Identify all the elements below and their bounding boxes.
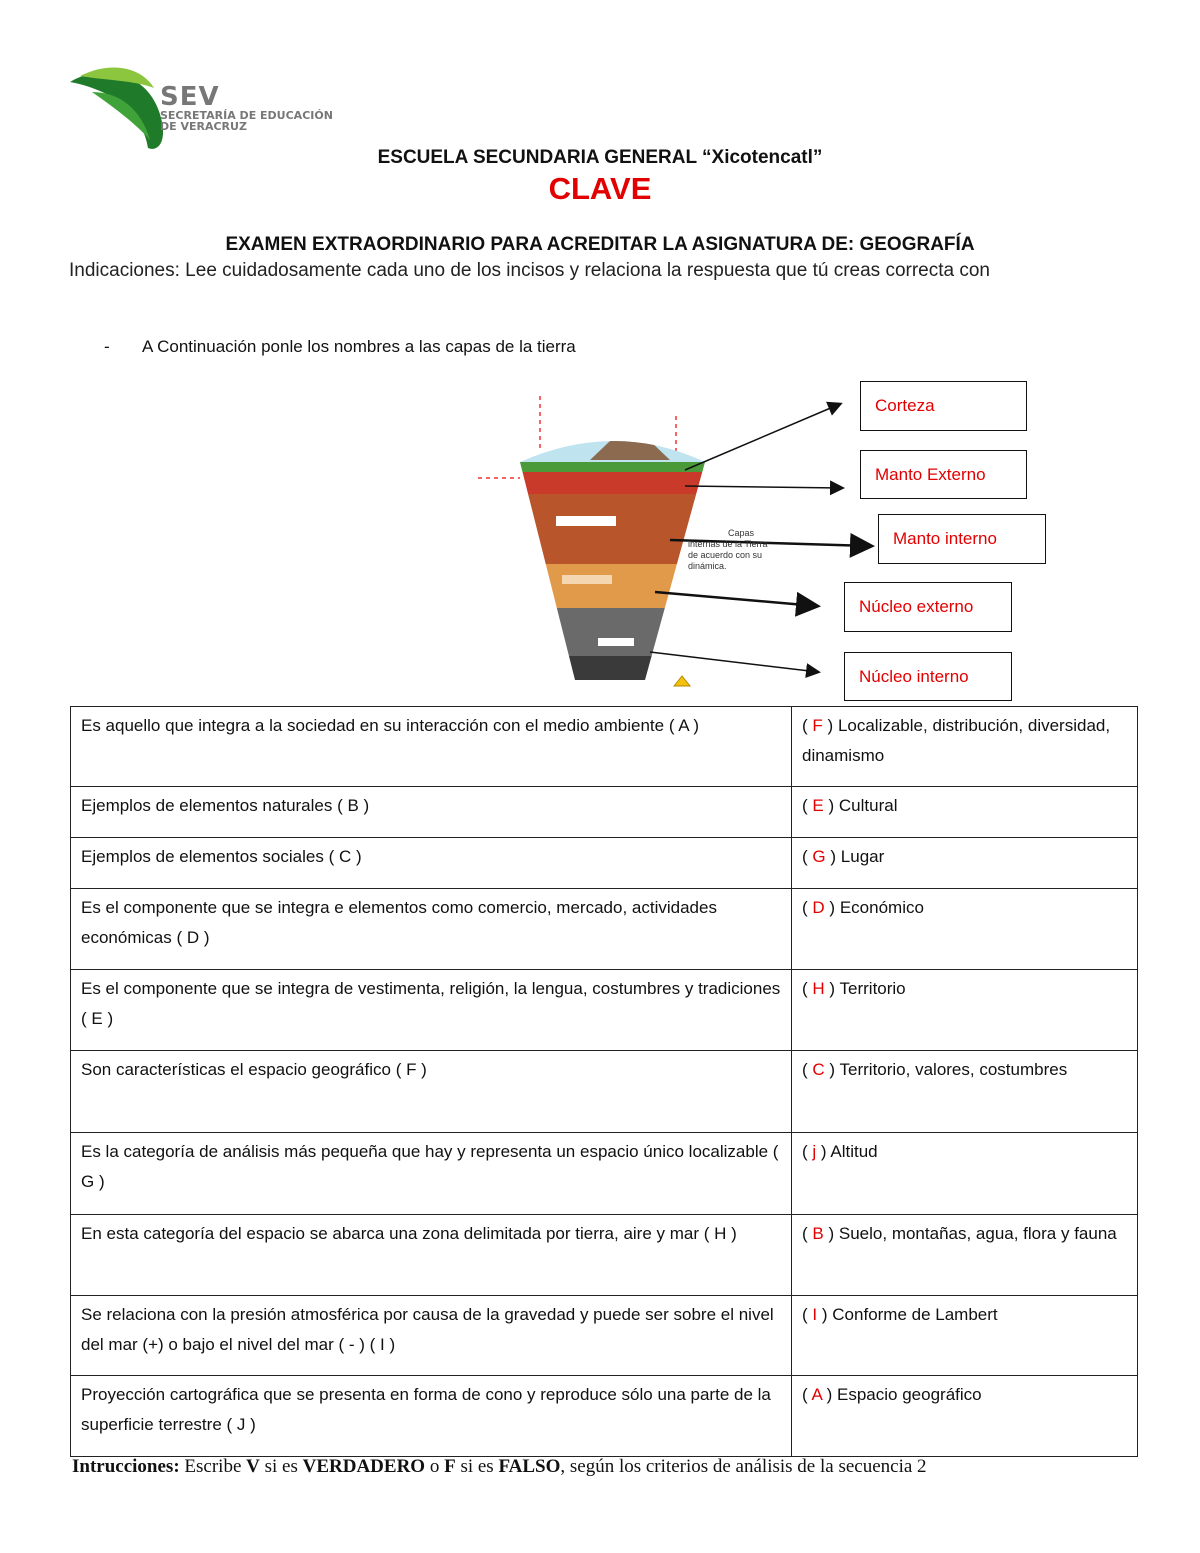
caption-line: de acuerdo con su (688, 550, 763, 560)
answer-bracket: ( (802, 847, 808, 866)
matching-table (70, 706, 1138, 1457)
answer-letter: A (811, 1385, 822, 1404)
question-text: Ejemplos de elementos sociales (81, 847, 324, 866)
answer-bracket: ( (802, 1142, 808, 1161)
mountain (590, 422, 670, 460)
answer-text: Espacio geográfico (837, 1385, 982, 1404)
footer-text: o (425, 1456, 445, 1477)
question-cell (71, 1215, 792, 1296)
label-blank-2 (562, 575, 612, 584)
label-blank-1 (556, 516, 616, 526)
table-row (71, 787, 1138, 838)
table-row (71, 970, 1138, 1051)
table-row (71, 1296, 1138, 1376)
answer-letter: C (812, 1060, 825, 1079)
question-text: En esta categoría del espacio se abarca una zona delimitada por tierra, aire y mar (81, 1224, 700, 1243)
question-key: ( F ) (395, 1060, 427, 1079)
logo-subtitle (160, 110, 333, 132)
question-key: ( B ) (337, 796, 370, 815)
answer-bracket: ( (802, 1224, 808, 1243)
answer-text: Territorio, valores, costumbres (839, 1060, 1068, 1079)
clave-title: CLAVE (548, 171, 652, 206)
answer-bracket: ) (829, 1060, 836, 1079)
caption-line: Capas (728, 528, 755, 538)
answer-bracket: ) (821, 1305, 828, 1324)
answer-bracket: ( (802, 1305, 808, 1324)
answer-text: Lugar (840, 847, 885, 866)
answer-bracket: ) (820, 1142, 827, 1161)
answer-bracket: ( (802, 796, 808, 815)
answer-letter: I (812, 1305, 818, 1324)
question-text: Es aquello que integra a la sociedad en su interacción con el medio ambiente (81, 716, 665, 735)
question-key: ( D ) (176, 928, 210, 947)
table-row (71, 707, 1138, 787)
answer-bracket: ) (826, 1385, 833, 1404)
answer-bracket: ( (802, 898, 808, 917)
question-text: Proyección cartográfica que se presenta en forma de cono y reproduce sólo una parte de la superficie terrestre (81, 1385, 771, 1434)
table-row (71, 889, 1138, 970)
answer-cell (792, 1296, 1138, 1376)
caption-line: dinámica. (688, 561, 727, 571)
answer-text: Cultural (838, 796, 898, 815)
earth-layers-diagram (470, 370, 1070, 700)
answer-bracket: ) (827, 716, 834, 735)
question-cell (71, 1133, 792, 1215)
answer-cell (792, 1215, 1138, 1296)
question-text: Se relaciona con la presión atmosférica por causa de la gravedad y puede ser sobre el nivel del mar (+) o bajo el nivel del mar ( - ) (81, 1305, 774, 1354)
question-cell (71, 970, 792, 1051)
label-box-manto-externo: Manto Externo (860, 450, 1027, 499)
answer-bracket: ( (802, 1385, 808, 1404)
question-cell (71, 838, 792, 889)
question-text: Son características el espacio geográfico (81, 1060, 391, 1079)
footer-text: si es (455, 1456, 499, 1477)
answer-cell (792, 889, 1138, 970)
logo-title: SEV (160, 82, 220, 112)
section-instruction: A Continuación ponle los nombres a las capas de la tierra (142, 337, 576, 356)
answer-cell (792, 787, 1138, 838)
answer-cell (792, 1133, 1138, 1215)
footer-label: Intrucciones: (72, 1456, 180, 1477)
answer-letter: G (812, 847, 826, 866)
footer-text: Escribe (179, 1456, 247, 1477)
question-key: ( I ) (369, 1335, 396, 1354)
question-key: ( G ) (81, 1142, 779, 1191)
question-cell (71, 889, 792, 970)
answer-letter: E (812, 796, 824, 815)
layer-crust (470, 472, 770, 494)
label-box-nucleo-externo: Núcleo externo (844, 582, 1012, 632)
question-text: Ejemplos de elementos naturales (81, 796, 333, 815)
answer-letter: H (812, 979, 825, 998)
warning-icon (674, 676, 690, 686)
question-key: ( H ) (703, 1224, 737, 1243)
answer-text: Conforme de Lambert (832, 1305, 998, 1324)
bullet-marker: - (104, 337, 110, 356)
footer-v: V (246, 1456, 260, 1477)
question-cell (71, 1376, 792, 1457)
arrow-manto-externo (685, 486, 842, 488)
question-key: ( A ) (668, 716, 700, 735)
answer-letter: D (812, 898, 825, 917)
logo-subtitle-line2: DE VERACRUZ (160, 120, 247, 133)
answer-text: Territorio (839, 979, 906, 998)
arrow-corteza (685, 404, 840, 470)
label-box-manto-interno: Manto interno (878, 514, 1046, 564)
answer-text: Económico (839, 898, 924, 917)
footer-f: F (444, 1456, 456, 1477)
footer-falso: FALSO (498, 1456, 561, 1477)
answer-cell (792, 707, 1138, 787)
question-cell (71, 1051, 792, 1133)
answer-bracket: ) (829, 979, 836, 998)
answer-cell (792, 838, 1138, 889)
answer-text: Suelo, montañas, agua, flora y fauna (838, 1224, 1117, 1243)
answer-bracket: ) (830, 847, 837, 866)
answer-bracket: ( (802, 1060, 808, 1079)
answer-letter: j (812, 1142, 817, 1161)
question-text: Es la categoría de análisis más pequeña que hay y representa un espacio único localizable (81, 1142, 769, 1161)
layer-surface (470, 462, 770, 472)
table-row (71, 838, 1138, 889)
exam-title: EXAMEN EXTRAORDINARIO PARA ACREDITAR LA ASIGNATURA DE: GEOGRAFÍA (225, 234, 975, 255)
answer-text: Altitud (830, 1142, 878, 1161)
question-cell (71, 787, 792, 838)
question-text: Es el componente que se integra de vestimenta, religión, la lengua, costumbres y tradiciones (81, 979, 781, 998)
question-key: ( C ) (328, 847, 362, 866)
footer-verdadero: VERDADERO (302, 1456, 426, 1477)
answer-cell (792, 1051, 1138, 1133)
true-false-instructions (72, 1456, 927, 1478)
answer-bracket: ) (828, 796, 835, 815)
logo-subtitle-line1: SECRETARÍA DE EDUCACIÓN (160, 109, 333, 122)
school-name: ESCUELA SECUNDARIA GENERAL “Xicotencatl” (377, 147, 823, 168)
answer-text: Localizable, distribución, diversidad, dinamismo (802, 716, 1111, 765)
layer-outer-core (470, 608, 770, 656)
caption-line: internas de la Tierra (688, 539, 768, 549)
label-blank-3 (598, 638, 634, 646)
table-row (71, 1376, 1138, 1457)
question-key: ( E ) (81, 1009, 114, 1028)
answer-bracket: ( (802, 979, 808, 998)
label-box-nucleo-interno: Núcleo interno (844, 652, 1012, 701)
table-row (71, 1051, 1138, 1133)
label-box-corteza: Corteza (860, 381, 1027, 431)
answer-letter: B (812, 1224, 824, 1243)
question-key: ( J ) (226, 1415, 256, 1434)
footer-text: si es (259, 1456, 303, 1477)
table-row (71, 1215, 1138, 1296)
instructions-text: Indicaciones: Lee cuidadosamente cada uno de los incisos y relaciona la respuesta que tú creas correcta con (69, 260, 990, 281)
question-text: Es el componente que se integra e elementos como comercio, mercado, actividades económicas (81, 898, 717, 947)
diagram-caption (688, 528, 768, 572)
question-cell (71, 1296, 792, 1376)
question-cell (71, 707, 792, 787)
answer-bracket: ) (828, 1224, 835, 1243)
answer-letter: F (812, 716, 823, 735)
answer-bracket: ( (802, 716, 808, 735)
answer-cell (792, 970, 1138, 1051)
arrow-nucleo-interno (650, 652, 818, 672)
table-row (71, 1133, 1138, 1215)
answer-cell (792, 1376, 1138, 1457)
answer-bracket: ) (829, 898, 836, 917)
arrow-nucleo-externo (655, 592, 816, 606)
footer-text: , según los criterios de análisis de la secuencia 2 (560, 1456, 927, 1477)
